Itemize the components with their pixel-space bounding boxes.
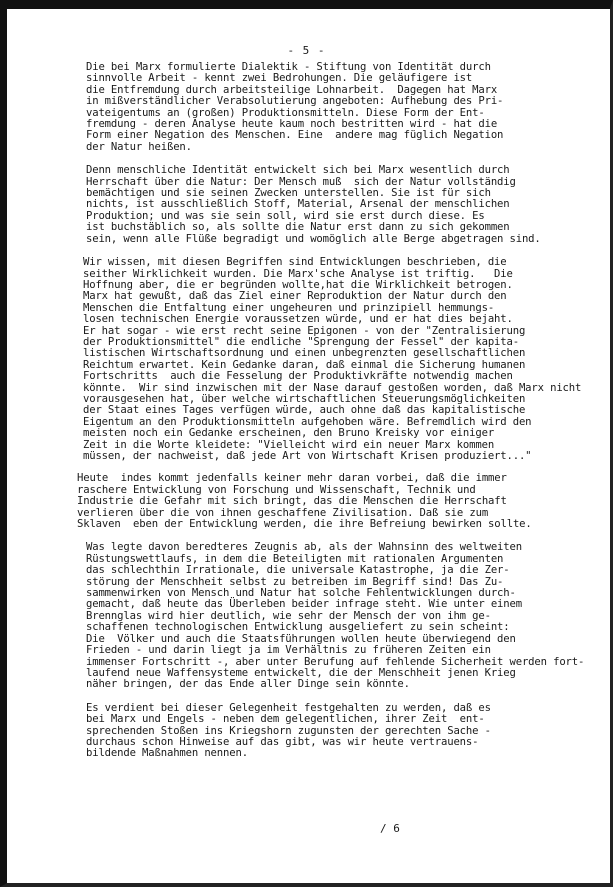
paragraph-today: Heute indes kommt jedenfalls keiner mehr daran vorbei, daß die immer raschere Entwicklung von Forschung und Wissenschaft, Technik und Industrie die Gefahr mit sich bringt, das die Menschen die Herrschaft verlieren über die von ihnen geschaffene Zivilisation. Daß sie zum Sklaven eben der Entwicklung werden, die ihre Befreiung bewirken sollte. bbox=[77, 472, 532, 531]
paragraph-marx-analysis: Wir wissen, mit diesen Begriffen sind Entwicklungen beschrieben, die seither Wirklichkeit wurden. Die Marx'sche Analyse ist triftig. Die Hoffnung aber, die er begründen wollte,hat die Wirklichkeit betrogen. Marx hat gewußt, daß das Ziel einer Reproduktion der Natur durch den Menschen die Entfaltung einer ungeheuren und prinzipiell hemmungs- losen technischen Energie voraussetzen würde, und er hat dies bejaht. Er hat sogar - wie erst recht seine Epigonen - von der "Zentralisierung der Produktionsmittel" die endliche "Sprengung der Fessel" der kapita- listischen Wirtschaftsordnung und einen unbegrenzten gesellschaftlichen Reichtum erwartet. Kein Gedanke daran, daß einmal die Sicherung humanen Fortschritts auch die Fesselung der Produktivkräfte notwendig machen könnte. Wir sind inzwischen mit der Nase darauf gestoßen worden, daß Marx nicht vorausgesehen hat, über welche wirtschaftlichen Steuerungsmöglichkeiten der Staat eines Tages verfügen würde, auch ohne daß das kapitalistische Eigentum an den Produktionsmitteln aufgehoben wäre. Befremdlich wird den meisten noch ein Gedanke erscheinen, den Bruno Kreisky vor einiger Zeit in die Worte kleidete: "Vielleicht wird ein neuer Marx kommen müssen, der nachweist, daß jede Art von Wirtschaft Krisen produziert..." bbox=[83, 256, 582, 462]
continuation-marker: / 6 bbox=[380, 822, 400, 835]
paragraph-marx-engels: Es verdient bei dieser Gelegenheit festgehalten zu werden, daß es bei Marx und Engels - neben dem gelegentlichen, ihrer Zeit ent- sprechenden Stoßen ins Kriegshorn zugunsten der gerechten Sache - durchaus schon Hinweise auf das gibt, was wir heute vertrauens- bildende Maßnahmen nennen. bbox=[86, 701, 491, 760]
paragraph-dialectic: Die bei Marx formulierte Dialektik - Stiftung von Identität durch sinnvolle Arbeit - kennt zwei Bedrohungen. Die geläufigere ist die Entfremdung durch arbeitsteilige Lohnarbeit. Dagegen hat Marx in mißverständlicher Verabsolutierung angeboten: Aufhebung des Pri- vateigentums an (großen) Produktionsmitteln. Diese Form der Ent- fremdung - deren Analyse heute kaum noch bestritten wird - hat die Form einer Negation des Menschen. Eine andere mag füglich Negation der Natur heißen. bbox=[86, 61, 504, 153]
document-body bbox=[76, 62, 596, 760]
page-number: - 5 - bbox=[287, 44, 326, 57]
paragraph-arms-race: Was legte davon beredteres Zeugnis ab, als der Wahnsinn des weltweiten Rüstungswettlaufs, in dem die Beteiligten mit rationalen Argumenten das schlechthin Irrationale, die universale Katastrophe, ja die Zer- störung der Menschheit selbst zu betreiben im Begriff sind! Das Zu- sammenwirken von Mensch und Natur hat solche Fehlentwicklungen durch- gemacht, daß heute das Überleben beider infrage steht. Wie unter einem Brennglas wird hier deutlich, wie sehr der Mensch der von ihm ge- schaffenen technologischen Entwicklung ausgeliefert zu sein scheint: Die Völker und auch die Staatsführungen wollen heute überwiegend den Frieden - und darin liegt ja im Verhältnis zu früheren Zeiten ein immenser Fortschritt -, aber unter Berufung auf fehlende Sicherheit werden fort- laufend neue Waffensysteme entwickelt, die der Menschheit jenen Krieg näher bringen, der das Ende aller Dinge sein könnte. bbox=[86, 541, 585, 691]
paragraph-nature-domination: Denn menschliche Identität entwickelt sich bei Marx wesentlich durch Herrschaft über die Natur: Der Mensch muß sich der Natur vollständig bemächtigen und sie seinen Zwecken unterstellen. Sie ist für sich nichts, ist ausschließlich Stoff, Material, Arsenal der menschlichen Produktion; und was sie sein soll, wird sie erst durch diese. Es ist buchstäblich so, als sollte die Natur erst dann zu sich gekommen sein, wenn alle Flüße begradigt und womöglich alle Berge abgetragen sind. bbox=[86, 164, 541, 245]
